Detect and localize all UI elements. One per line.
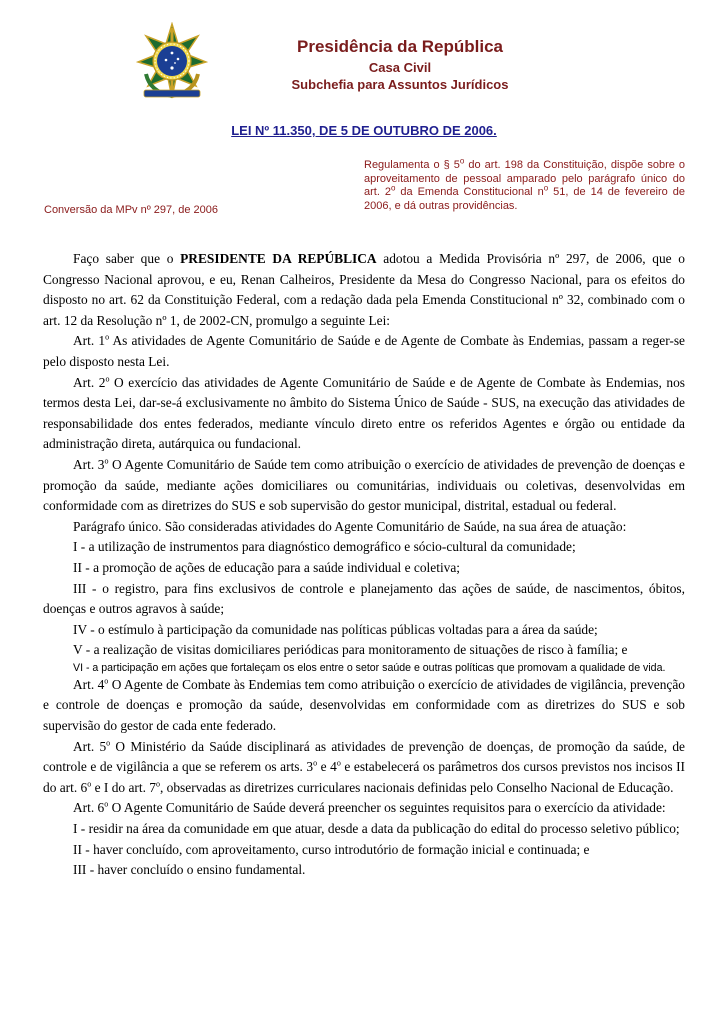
law-title-link[interactable]: LEI Nº 11.350, DE 5 DE OUTUBRO DE 2006. — [231, 123, 497, 138]
article-text: O Agente Comunitário de Saúde deverá preencher os seguintes requisitos para o exercício da atividade: — [108, 800, 666, 816]
ordinal: o — [104, 676, 109, 686]
art6-inciso-3: III - haver concluído o ensino fundamental. — [73, 862, 306, 878]
inciso-6: VI - a participação em ações que fortaleçam os elos entre o setor saúde e outras políticas que promovam a qualidade de vida. — [73, 661, 666, 674]
inciso-3: III - o registro, para fins exclusivos de controle e planejamento das ações de saúde, de nascimentos, óbitos, doenças e outros agravos à saúde; — [43, 580, 685, 617]
article-label: Art. — [73, 374, 99, 390]
preamble-bold-text: PRESIDENTE DA REPÚBLICA — [180, 251, 377, 266]
ordinal: o — [104, 799, 109, 809]
article-text: e 4 — [317, 759, 337, 775]
ordinal: o — [106, 738, 111, 748]
article-text: O exercício das atividades de Agente Comunitário de Saúde e de Agente de Combate às Endemias, nos termos desta Lei, dar-se-á exclusivamente no âmbito do Sistema Único de Saúde - SUS, na execução das atividades de responsabilidade dos entes federados, mediante vínculo direto entre os referidos Agentes e órgão ou entidade da administração direta, autárquica ou fundacional. — [43, 374, 685, 452]
article-number: 3 — [97, 456, 105, 472]
ordinal: o — [313, 758, 318, 768]
header-title: Presidência da República — [297, 37, 503, 56]
article-label: Art. — [73, 738, 100, 754]
ementa-part: Regulamenta o § 5 — [364, 159, 460, 171]
conversion-link[interactable]: Conversão da MPv nº 297, de 2006 — [44, 204, 219, 216]
ordinal: o — [87, 779, 92, 789]
sole-paragraph: Parágrafo único. São consideradas atividades do Agente Comunitário de Saúde, na sua área de atuação: — [73, 518, 627, 534]
article-number: 2 — [98, 374, 106, 390]
ordinal: o — [104, 456, 109, 466]
article-text: O Agente de Combate às Endemias tem como atribuição o exercício de atividades de vigilância, prevenção e controle de doenças e promoção da saúde, desenvolvidas em conformidade com as diretrizes do SUS e sob supervisão do gestor de cada ente federado. — [43, 676, 685, 734]
inciso-2: II - a promoção de ações de educação para a saúde individual e coletiva; — [73, 559, 461, 575]
article-label: Art. — [73, 333, 99, 349]
preamble-text: Faço saber que o — [73, 251, 181, 266]
article-label: Art. — [73, 800, 98, 816]
article-text: e estabelecerá os parâmetros dos cursos previstos nos incisos II do art. 6 — [43, 759, 685, 795]
header — [240, 37, 560, 93]
article-number: 6 — [97, 800, 105, 816]
article-number: 1 — [98, 333, 106, 349]
article-text: O Agente Comunitário de Saúde tem como atribuição o exercício de atividades de prevenção de doenças e promoção da saúde, mediante ações domiciliares ou comunitárias, individuais ou coletivas, desenvolvidas em conformidade com as diretrizes do SUS e sob supervisão do gestor municipal, distrital, estadual ou federal. — [43, 456, 686, 514]
article-5 — [43, 737, 685, 799]
ementa-part: da Emenda Constitucional n — [395, 186, 544, 198]
inciso-4: IV - o estímulo à participação da comunidade nas políticas públicas voltadas para a área da saúde; — [73, 621, 598, 637]
inciso-5: V - a realização de visitas domiciliares periódicas para monitoramento de situações de risco à família; e — [73, 642, 628, 658]
ordinal: o — [336, 758, 341, 768]
preamble-text: adotou a Medida Provisória nº 297, de 2006, que o Congresso Nacional aprovou, e eu, Renan Calheiros, Presidente da Mesa do Congresso Nacional, para os efeitos do disposto no art. 62 da Constituição Federal, com a redação dada pela Emenda Constitucional nº 32, combinado com o art. 12 da Resolução nº 1, de 2002-CN, promulgo a seguinte Lei: — [43, 251, 685, 328]
preamble-paragraph — [43, 249, 685, 331]
ementa-part: do art. 198 da Constituição, dispõe sobre o aproveitamento de pessoal amparado pelo parágrafo único do art. 2 — [364, 159, 686, 198]
article-text: As atividades de Agente Comunitário de Saúde e de Agente de Combate às Endemias, passam a reger-se pelo disposto nesta Lei. — [43, 333, 685, 369]
article-3 — [43, 455, 685, 517]
article-6 — [43, 798, 685, 819]
article-4 — [43, 675, 685, 737]
article-label: Art. — [73, 676, 98, 692]
ordinal: o — [543, 183, 549, 193]
article-text: e I do art. 7 — [91, 779, 156, 795]
art6-inciso-2: II - haver concluído, com aproveitamento, curso introdutório de formação inicial e continuada; e — [73, 841, 590, 857]
ementa-part: 51, de 14 de fevereiro de 2006, e dá outras providências. — [364, 186, 685, 212]
article-text: O Ministério da Saúde disciplinará as atividades de prevenção de doenças, de promoção da saúde, de controle e de vigilância a que se referem os arts. 3 — [43, 738, 685, 775]
header-subtitle: Casa Civil — [368, 60, 432, 75]
article-number: 4 — [97, 676, 105, 692]
ordinal: o — [105, 374, 110, 384]
ordinal: o — [105, 332, 110, 342]
article-1 — [43, 331, 685, 372]
article-number: 5 — [99, 738, 107, 754]
article-2 — [43, 373, 685, 455]
law-ementa — [364, 156, 686, 213]
law-body — [43, 249, 685, 881]
ordinal: o — [390, 183, 396, 193]
art6-inciso-1: I - residir na área da comunidade em que atuar, desde a data da publicação do edital do processo seletivo público; — [73, 821, 680, 837]
header-subsubtitle: Subchefia para Assuntos Jurídicos — [291, 77, 509, 92]
inciso-1: I - a utilização de instrumentos para diagnóstico demográfico e sócio-cultural da comunidade; — [73, 539, 576, 555]
ordinal: o — [155, 779, 160, 789]
article-text: , observadas as diretrizes curriculares nacionais definidas pelo Conselho Nacional de Educação. — [159, 779, 674, 795]
article-label: Art. — [73, 456, 98, 472]
coat-of-arms-emblem — [136, 22, 208, 102]
ordinal: o — [459, 156, 465, 166]
